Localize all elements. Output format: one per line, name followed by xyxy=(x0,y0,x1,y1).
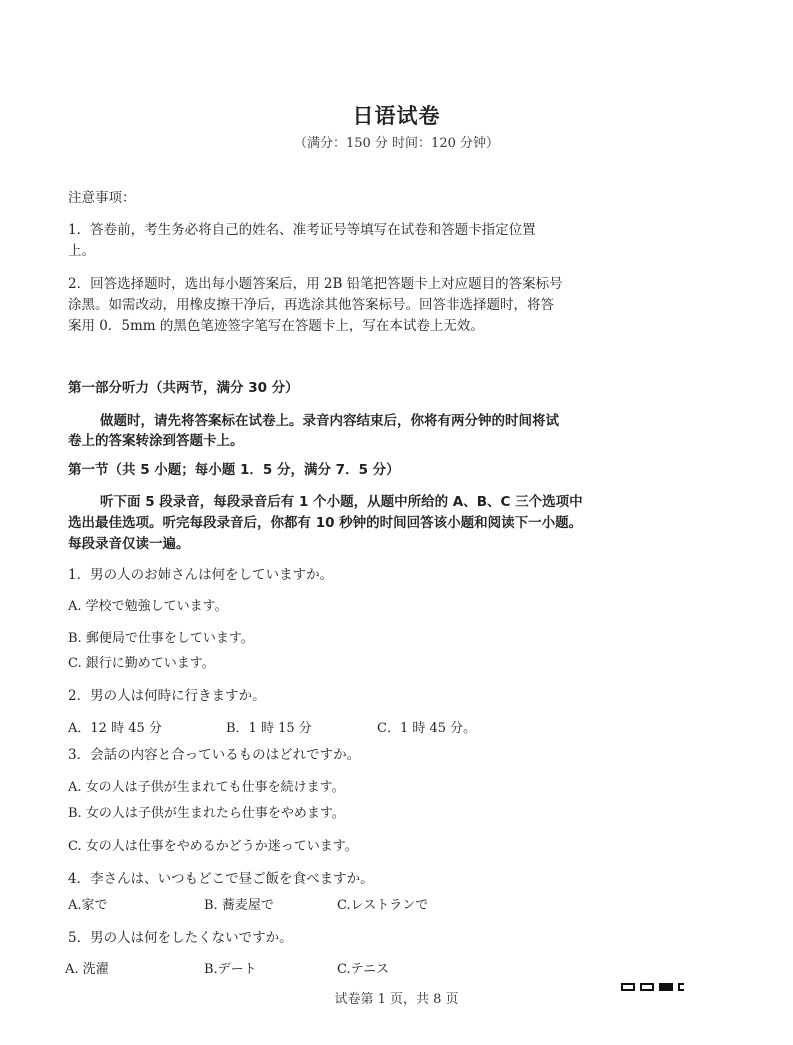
registration-mark-partial xyxy=(678,983,684,991)
part1-instruction-line1: 做题时，请先将答案标在试卷上。录音内容结束后，你将有两分钟的时间将试 xyxy=(100,413,559,429)
part1-instruction-line2: 卷上的答案转涂到答题卡上。 xyxy=(68,433,244,449)
question-2-stem: 2．男の人は何時に行きますか。 xyxy=(68,688,266,704)
question-4-option-a: A.家で xyxy=(68,898,108,913)
section1-instruction-line1: 听下面 5 段录音，每段录音后有 1 个小题，从题中所给的 A、B、C 三个选项中 xyxy=(100,494,583,510)
page-footer: 试卷第 1 页，共 8 页 xyxy=(334,992,459,1007)
question-2-option-a: A．12 時 45 分 xyxy=(68,721,162,736)
notes-item2-line2: 涂黑。如需改动，用橡皮擦干净后，再选涂其他答案标号。回答非选择题时，将答 xyxy=(68,297,554,313)
question-1-option-c: C. 銀行に勤めています。 xyxy=(68,656,215,671)
notes-item2-line3: 案用 0．5mm 的黑色笔迹签字笔写在答题卡上，写在本试卷上无效。 xyxy=(68,318,484,334)
question-3-option-b: B. 女の人は子供が生まれたら仕事をやめます。 xyxy=(68,806,345,821)
section1-heading: 第一节（共 5 小题；每小题 1．5 分，满分 7．5 分） xyxy=(68,462,400,478)
notes-item1-line1: 1．答卷前，考生务必将自己的姓名、准考证号等填写在试卷和答题卡指定位置 xyxy=(68,222,536,238)
question-5-option-b: B.デート xyxy=(204,962,257,977)
question-2-option-b: B．1 時 15 分 xyxy=(226,721,312,736)
notes-heading: 注意事项： xyxy=(68,190,136,206)
registration-mark xyxy=(621,983,635,991)
section1-instruction-line2: 选出最佳选项。听完每段录音后，你都有 10 秒钟的时间回答该小题和阅读下一小题。 xyxy=(68,515,583,531)
scan-registration-marks xyxy=(621,983,684,991)
question-3-stem: 3．会話の内容と合っているものはどれですか。 xyxy=(68,747,361,763)
notes-item1-line2: 上。 xyxy=(68,243,95,259)
question-1-option-a: A. 学校で勉強しています。 xyxy=(68,599,228,614)
page-title: 日语试卷 xyxy=(352,104,441,128)
section1-instruction-line3: 每段录音仅读一遍。 xyxy=(68,536,190,552)
question-4-option-c: C.レストランで xyxy=(337,898,429,913)
question-4-stem: 4．李さんは、いつもどこで昼ご飯を食べますか。 xyxy=(68,871,374,887)
question-3-option-a: A. 女の人は子供が生まれても仕事を続けます。 xyxy=(68,780,345,795)
registration-mark xyxy=(640,983,654,991)
question-5-option-c: C.テニス xyxy=(337,962,390,977)
part1-heading: 第一部分听力（共两节，满分 30 分） xyxy=(68,380,299,396)
question-1-option-b: B. 郵便局で仕事をしています。 xyxy=(68,631,254,646)
registration-mark-filled xyxy=(659,983,673,991)
notes-item2-line1: 2．回答选择题时，选出每小题答案后，用 2B 铅笔把答题卡上对应题目的答案标号 xyxy=(68,276,563,292)
question-1-stem: 1．男の人のお姉さんは何をしていますか。 xyxy=(68,567,334,583)
question-5-stem: 5．男の人は何をしたくないですか。 xyxy=(68,930,293,946)
page-subtitle: （满分：150 分 时间：120 分钟） xyxy=(293,136,500,151)
question-5-option-a: A. 洗濯 xyxy=(65,962,109,977)
question-3-option-c: C. 女の人は仕事をやめるかどうか迷っています。 xyxy=(68,839,358,854)
question-4-option-b: B. 蕎麦屋で xyxy=(204,898,274,913)
question-2-option-c: C．1 時 45 分。 xyxy=(377,721,477,736)
